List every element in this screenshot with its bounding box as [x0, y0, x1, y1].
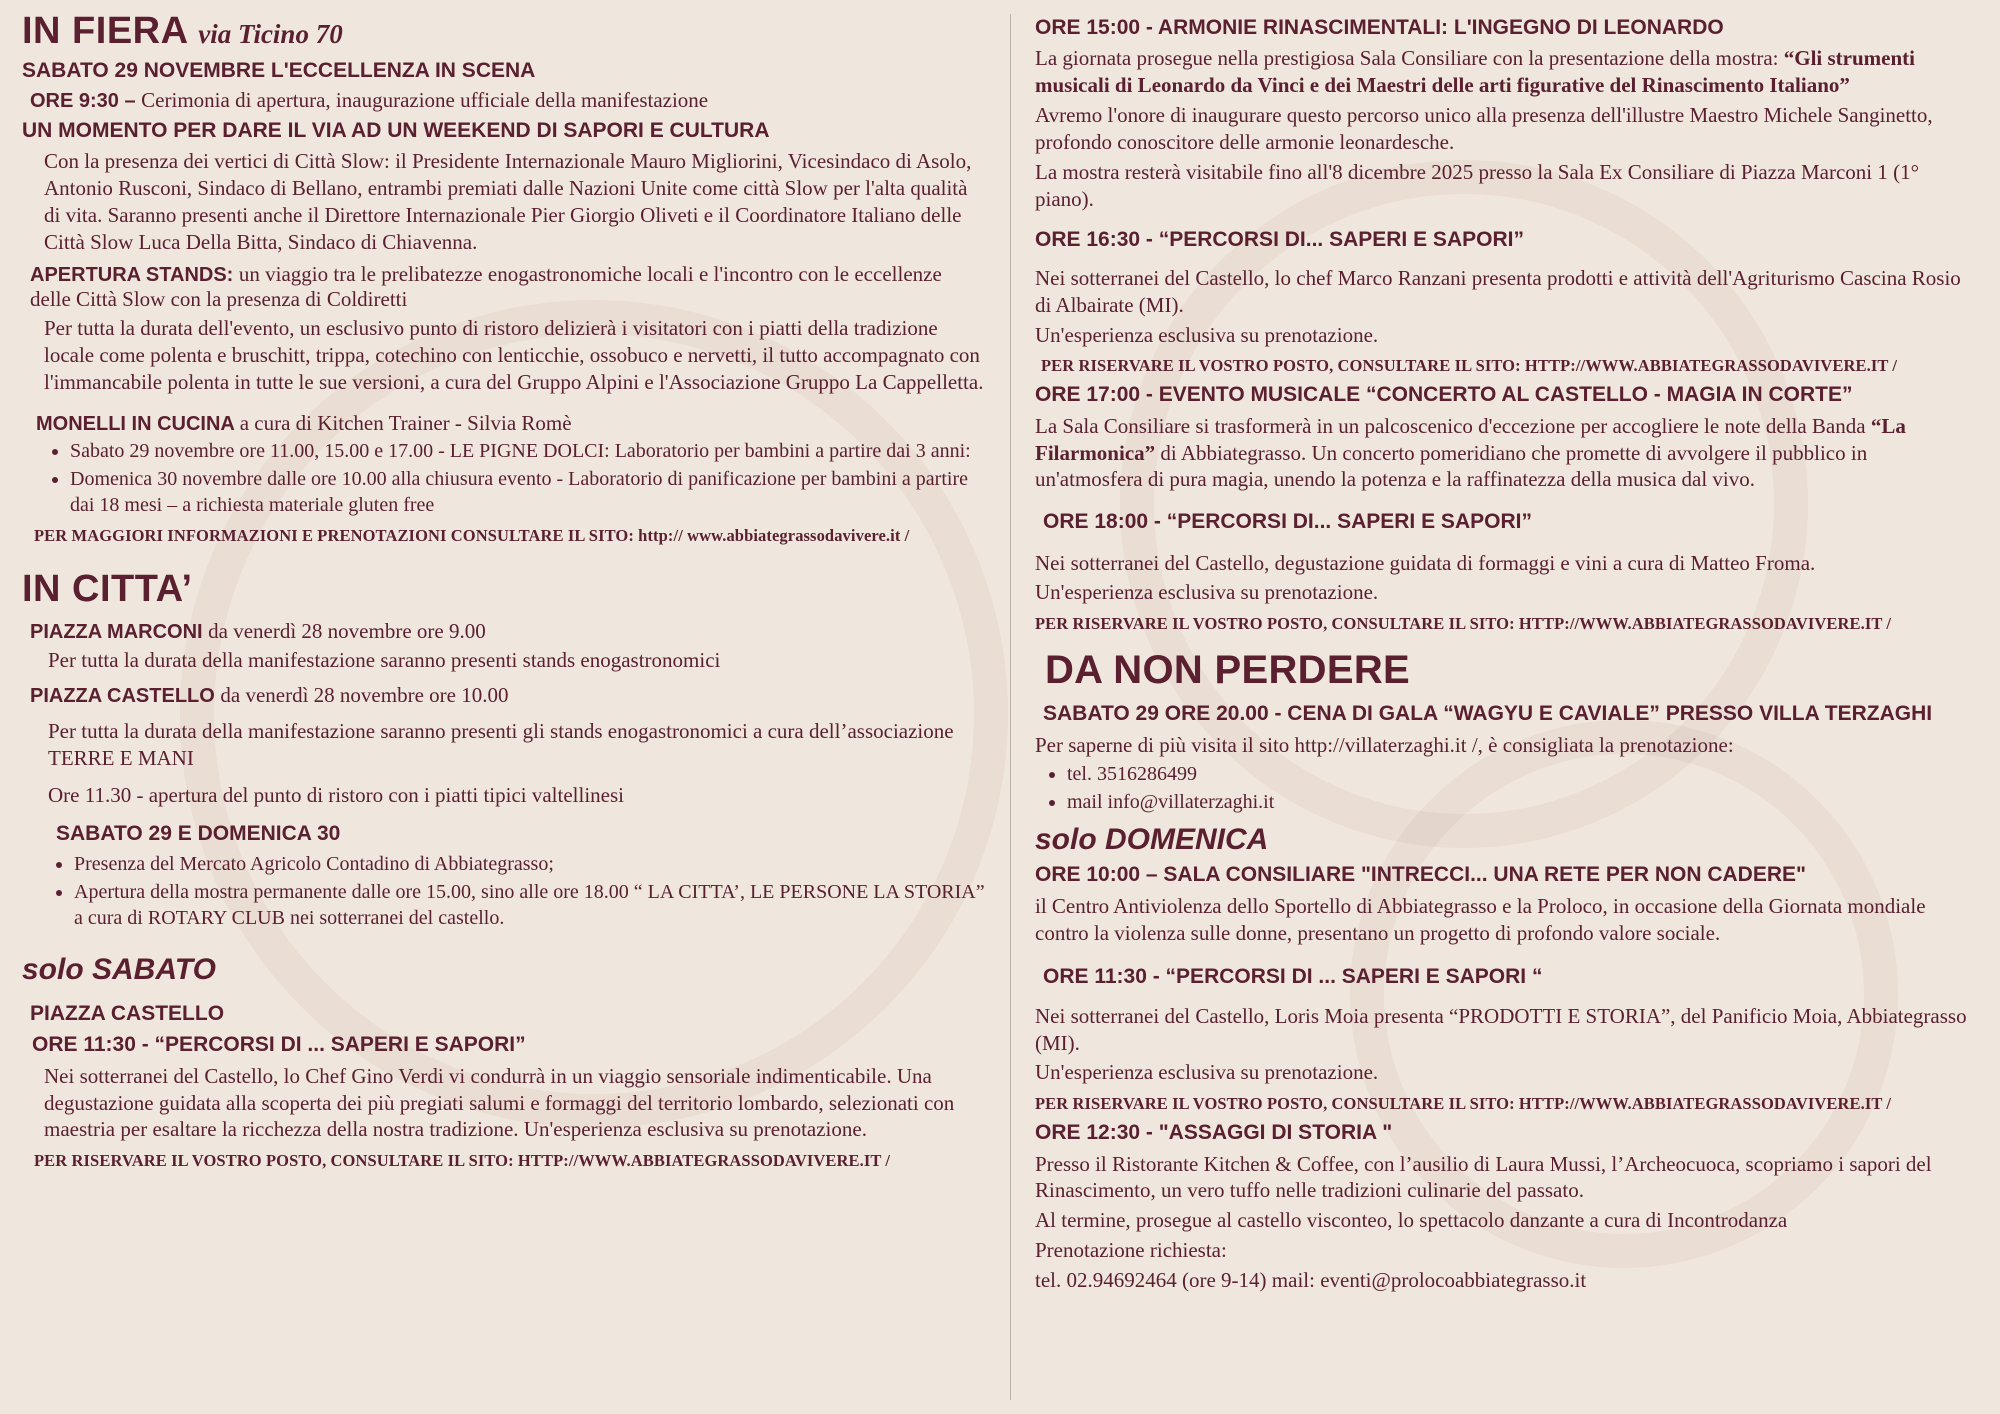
paragraph-domenica-1130-b: Un'esperienza esclusiva su prenotazione. — [1035, 1060, 1379, 1085]
apertura-stands-text: un viaggio tra le prelibatezze enogastronomiche locali e l'incontro con le eccellenze delle Città Slow con la presenza di Coldiretti — [30, 261, 942, 311]
reserve-line-domenica-1130: PER RISERVARE IL VOSTRO POSTO, CONSULTARE IL SITO: HTTP://WWW.ABBIATEGRASSODAVIVERE.IT / — [1035, 1094, 1892, 1114]
ore-1700-text-c: di Abbiategrasso. Un concerto pomeridiano che promette di avvolgere il pubblico in un'atmosfera di pura magia, unendo la potenza e la raffinatezza della musica dal vivo. — [1035, 440, 1868, 492]
heading-ore-1230: ORE 12:30 - "ASSAGGI DI STORIA " — [1035, 1121, 1393, 1145]
reserve-line-sabato: PER RISERVARE IL VOSTRO POSTO, CONSULTARE IL SITO: HTTP://WWW.ABBIATEGRASSODAVIVERE.IT / — [34, 1151, 891, 1171]
in-fiera-label: IN FIERA — [22, 10, 188, 52]
ore-930-label: ORE 9:30 – — [30, 90, 136, 113]
ore-930-line — [30, 88, 986, 113]
gala-contact-list — [1045, 761, 1974, 815]
paragraph-ore-1800-a: Nei sotterranei del Castello, degustazione guidata di formaggi e vini a cura di Matteo Froma. — [1035, 550, 1816, 575]
paragraph-castello-ristoro: Ore 11.30 - apertura del punto di ristoro con i piatti tipici valtellinesi — [48, 783, 624, 808]
paragraph-castello-stands: Per tutta la durata della manifestazione saranno presenti gli stands enogastronomici a cura dell’associazione TERRE E MANI — [48, 719, 954, 771]
list-item: • tel. 3516286499 — [1067, 761, 1974, 787]
piazza-castello-label: PIAZZA CASTELLO — [30, 685, 215, 708]
paragraph-ore-1500-mostra-info: La mostra resterà visitabile fino all'8 dicembre 2025 presso la Sala Ex Consiliare di Piazza Marconi 1 (1° piano). — [1035, 159, 1919, 211]
section-title-in-fiera — [22, 12, 986, 52]
paragraph-domenica-1130-a: Nei sotterranei del Castello, Loris Moia presenta “PRODOTTI E STORIA”, del Panificio Moia, Abbiategrasso (MI). — [1035, 1003, 1967, 1055]
piazza-marconi-text: da venerdì 28 novembre ore 9.00 — [208, 619, 486, 644]
paragraph-citta-slow: Con la presenza dei vertici di Città Slow: il Presidente Internazionale Mauro Migliorini, Vicesindaco di Asolo, Antonio Rusconi, Sindaco di Bellano, entrambi premiati dalle Nazioni Unite come città Slow per l'alta qualità di vita. Saranno presenti anche il Direttore Internazionale Pier Giorgio Oliveti e il Coordinatore Italiano delle Città Slow Luca Della Bitta, Sindaco di Chiavenna. — [44, 149, 972, 255]
paragraph-ore-1800-b: Un'esperienza esclusiva su prenotazione. — [1035, 580, 1379, 605]
heading-momento: UN MOMENTO PER DARE IL VIA AD UN WEEKEND DI SAPORI E CULTURA — [22, 119, 770, 143]
ore-1500-text-pre: La giornata prosegue nella prestigiosa Sala Consiliare con la presentazione della mostra: — [1035, 46, 1784, 71]
monelli-line — [36, 411, 986, 436]
paragraph-ore-1500-intro — [1035, 45, 1974, 99]
monelli-list — [48, 438, 986, 518]
paragraph-ore-1230-b: Al termine, prosegue al castello visconteo, lo spettacolo danzante a cura di Incontrodanza — [1035, 1208, 1788, 1233]
heading-ore-1000: ORE 10:00 – SALA CONSILIARE "INTRECCI... UNA RETE PER NON CADERE" — [1035, 863, 1806, 887]
reserve-line-1630: PER RISERVARE IL VOSTRO POSTO, CONSULTARE IL SITO: HTTP://WWW.ABBIATEGRASSODAVIVERE.IT / — [1041, 356, 1898, 376]
paragraph-punto-ristoro: Per tutta la durata dell'evento, un esclusivo punto di ristoro delizierà i visitatori con i piatti della tradizione locale come polenta e bruschitt, trippa, cotechino con lenticchie, ossobuco e nervetti, il tutto accompagnato con l'immancabile polenta in tutte le sue versioni, a cura del Gruppo Alpini e l'Associazione Gruppo La Cappelletta. — [44, 315, 984, 394]
monelli-label: MONELLI IN CUCINA — [36, 412, 235, 435]
paragraph-ore-1630-a: Nei sotterranei del Castello, lo chef Marco Ranzani presenta prodotti e attività dell'Agriturismo Cascina Rosio di Albairate (MI). — [1035, 265, 1961, 317]
list-item: • Presenza del Mercato Agricolo Contadino di Abbiategrasso; — [74, 851, 986, 877]
in-fiera-address: via Ticino 70 — [198, 19, 343, 49]
piazza-castello-line — [30, 683, 986, 708]
heading-ore-1800: ORE 18:00 - “PERCORSI DI... SAPERI E SAPORI” — [1043, 510, 1532, 534]
ore-1500-mostra-title: “Gli strumenti musicali di Leonardo da Vinci e dei Maestri delle arti figurative del Rinascimento Italiano” — [1035, 46, 1915, 98]
ore-1700-banda-name: “La Filarmonica” — [1035, 413, 1906, 465]
heading-ore-1630: ORE 16:30 - “PERCORSI DI... SAPERI E SAPORI” — [1035, 227, 1524, 251]
heading-ore-1500: ORE 15:00 - ARMONIE RINASCIMENTALI: L'INGEGNO DI LEONARDO — [1035, 16, 1724, 39]
section-title-da-non-perdere: DA NON PERDERE — [1045, 648, 1410, 693]
info-prenotazioni-line: PER MAGGIORI INFORMAZIONI E PRENOTAZIONI CONSULTARE IL SITO: http:// www.abbiategrassodavivere.it / — [34, 525, 910, 545]
paragraph-cena-di-gala: Per saperne di più visita il sito http://villaterzaghi.it /, è consigliata la prenotazione: — [1035, 732, 1734, 757]
paragraph-marconi-stands: Per tutta la durata della manifestazione saranno presenti stands enogastronomici — [48, 648, 721, 673]
right-column — [1011, 0, 2000, 1414]
paragraph-ore-1500-maestro: Avremo l'onore di inaugurare questo percorso unico alla presenza dell'illustre Maestro Michele Sanginetto, profondo conoscitore delle armonie leonardesche. — [1035, 103, 1933, 154]
heading-cena-di-gala: SABATO 29 ORE 20.00 - CENA DI GALA “WAGYU E CAVIALE” PRESSO VILLA TERZAGHI — [1043, 702, 1933, 726]
reserve-line-1800: PER RISERVARE IL VOSTRO POSTO, CONSULTARE IL SITO: HTTP://WWW.ABBIATEGRASSODAVIVERE.IT / — [1035, 614, 1892, 634]
heading-ore-1700: ORE 17:00 - EVENTO MUSICALE “CONCERTO AL CASTELLO - MAGIA IN CORTE” — [1035, 383, 1853, 407]
piazza-marconi-line — [30, 619, 986, 644]
paragraph-ore-1130-sabato: Nei sotterranei del Castello, lo Chef Gino Verdi vi condurrà in un viaggio sensoriale indimenticabile. Una degustazione guidata alla scoperta dei più pregiati salumi e formaggi del territorio lombardo, selezionati con maestria per esaltare la ricchezza della nostra tradizione. Un'esperienza esclusiva su prenotazione. — [44, 1063, 955, 1142]
heading-sabato-29: SABATO 29 NOVEMBRE L'ECCELLENZA IN SCENA — [22, 58, 536, 82]
ore-1700-text-a: La Sala Consiliare si trasformerà in un palcoscenico d'eccezione per accogliere le note della Banda — [1035, 413, 1871, 438]
ore-930-text: Cerimonia di apertura, inaugurazione ufficiale della manifestazione — [141, 88, 709, 113]
paragraph-ore-1700 — [1035, 413, 1974, 494]
paragraph-ore-1230-c: Prenotazione richiesta: — [1035, 1238, 1227, 1263]
heading-solo-sabato: solo SABATO — [22, 953, 216, 987]
paragraph-ore-1230-a: Presso il Ristorante Kitchen & Coffee, con l’ausilio di Laura Mussi, l’Archeocuoca, scopriamo i sapori del Rinascimento, un vero tuffo nelle tradizioni culinarie del passato. — [1035, 1151, 1932, 1203]
list-item: • mail info@villaterzaghi.it — [1067, 789, 1974, 815]
section-title-in-citta: IN CITTA’ — [22, 567, 193, 610]
list-item: • Sabato 29 novembre ore 11.00, 15.00 e 17.00 - LE PIGNE DOLCI: Laboratorio per bambini a partire dai 3 anni: — [70, 438, 986, 464]
list-item: • Domenica 30 novembre dalle ore 10.00 alla chiusura evento - Laboratorio di panificazione per bambini a partire dai 18 mesi – a richiesta materiale gluten free — [70, 466, 986, 518]
heading-domenica-1130: ORE 11:30 - “PERCORSI DI ... SAPERI E SAPORI “ — [1043, 965, 1543, 989]
heading-sabato-domenica: SABATO 29 E DOMENICA 30 — [56, 821, 341, 845]
apertura-stands-label: APERTURA STANDS: — [30, 263, 234, 286]
heading-ore-1130-sabato: ORE 11:30 - “PERCORSI DI ... SAPERI E SAPORI” — [32, 1033, 526, 1057]
sabato-domenica-list — [52, 851, 986, 931]
list-item: • Apertura della mostra permanente dalle ore 15.00, sino alle ore 18.00 “ LA CITTA’, LE PERSONE LA STORIA” a cura di ROTARY CLUB nei sotterranei del castello. — [74, 879, 986, 931]
piazza-castello-text: da venerdì 28 novembre ore 10.00 — [220, 683, 509, 708]
piazza-marconi-label: PIAZZA MARCONI — [30, 621, 203, 644]
heading-solo-domenica: solo DOMENICA — [1035, 823, 1269, 857]
paragraph-ore-1630-b: Un'esperienza esclusiva su prenotazione. — [1035, 322, 1379, 347]
paragraph-ore-1000: il Centro Antiviolenza dello Sportello di Abbiategrasso e la Proloco, in occasione della Giornata mondiale contro la violenza sulle donne, presentano un progetto di profondo valore sociale. — [1035, 893, 1926, 945]
monelli-text: a cura di Kitchen Trainer - Silvia Romè — [239, 410, 572, 435]
paragraph-ore-1230-contatti: tel. 02.94692464 (ore 9-14) mail: eventi@prolocoabbiategrasso.it — [1035, 1268, 1587, 1292]
solo-sabato-piazza-castello: PIAZZA CASTELLO — [30, 1002, 225, 1026]
apertura-stands-line — [30, 262, 986, 312]
